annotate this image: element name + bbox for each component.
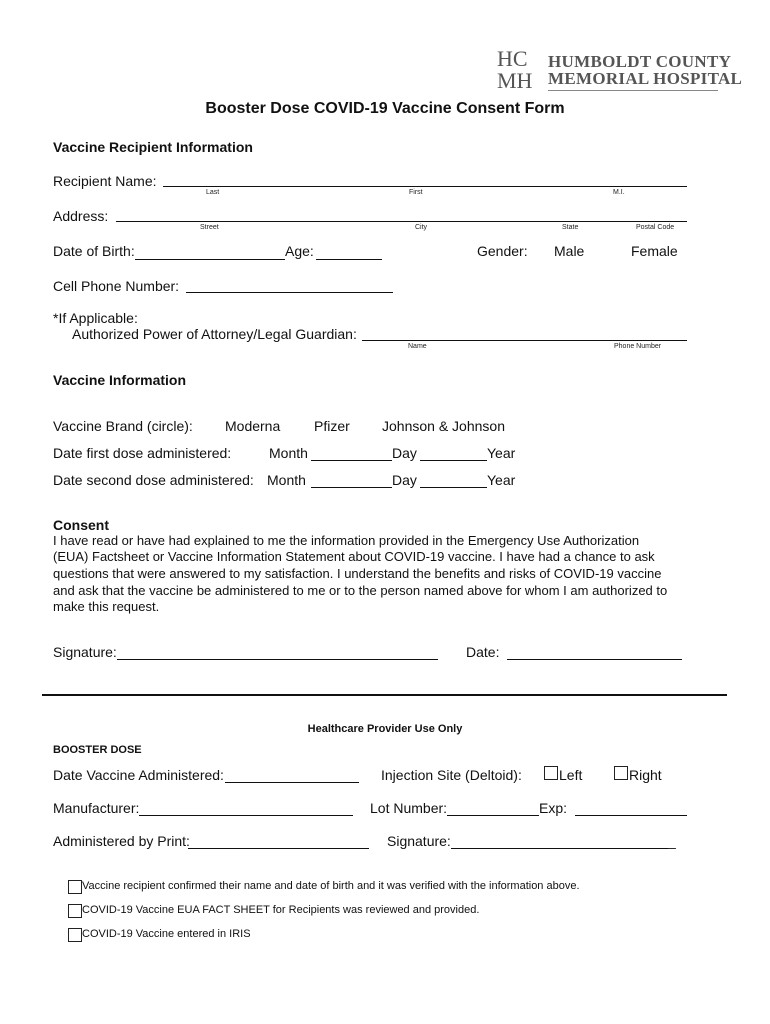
manufacturer-field[interactable] [139, 815, 353, 816]
check-iris-checkbox[interactable] [68, 928, 82, 942]
injection-site-label: Injection Site (Deltoid): [381, 767, 522, 783]
manufacturer-label: Manufacturer: [53, 800, 140, 816]
first-dose-month-field[interactable] [311, 460, 392, 461]
gender-male[interactable]: Male [554, 243, 585, 259]
second-dose-label: Date second dose administered: [53, 472, 254, 488]
logo-monogram-top: HC [497, 46, 528, 71]
brand-moderna[interactable]: Moderna [225, 418, 281, 434]
caption-last: Last [206, 189, 220, 196]
injection-right-checkbox[interactable] [614, 766, 628, 780]
injection-left-label: Left [559, 767, 583, 783]
caption-first: First [409, 189, 423, 196]
guardian-field[interactable] [362, 340, 687, 341]
check-iris-label: COVID-19 Vaccine entered in IRIS [82, 928, 251, 940]
administered-by-field[interactable] [188, 848, 369, 849]
second-dose-day-label: Day [392, 472, 417, 488]
consent-line: questions that were answered to my satisfaction. I understand the benefits and risks of COVID-19 vaccine [53, 566, 662, 581]
guardian-label: Authorized Power of Attorney/Legal Guardian: [72, 326, 357, 342]
check-identity-label: Vaccine recipient confirmed their name and date of birth and it was verified with the information above. [82, 880, 580, 892]
consent-line: I have read or have had explained to me the information provided in the Emergency Use Authorization [53, 533, 640, 548]
exp-field[interactable] [575, 815, 687, 816]
injection-right-label: Right [629, 767, 662, 783]
first-dose-year-label: Year [487, 445, 516, 461]
consent-date-field[interactable] [507, 659, 682, 660]
signature-trailing-underscore: _ [668, 833, 676, 849]
second-dose-month-label: Month [267, 472, 306, 488]
consent-signature-field[interactable] [117, 659, 438, 660]
recipient-name-field[interactable] [163, 186, 687, 187]
brand-pfizer[interactable]: Pfizer [314, 418, 350, 434]
consent-signature-label: Signature: [53, 644, 117, 660]
address-field[interactable] [116, 221, 687, 222]
caption-postal-code: Postal Code [636, 224, 675, 231]
recipient-name-label: Recipient Name: [53, 173, 157, 189]
logo-name-line1: HUMBOLDT COUNTY [548, 52, 732, 71]
administered-by-label: Administered by Print: [53, 833, 190, 849]
form-title: Booster Dose COVID-19 Vaccine Consent Form [205, 100, 565, 117]
check-identity-checkbox[interactable] [68, 880, 82, 894]
brand-label: Vaccine Brand (circle): [53, 418, 193, 434]
consent-line: make this request. [53, 599, 160, 614]
check-factsheet-checkbox[interactable] [68, 904, 82, 918]
provider-signature-label: Signature: [387, 833, 451, 849]
caption-mi: M.I. [613, 189, 625, 196]
cell-phone-field[interactable] [186, 292, 393, 293]
caption-city: City [415, 224, 428, 231]
second-dose-year-label: Year [487, 472, 516, 488]
address-label: Address: [53, 208, 109, 224]
first-dose-day-field[interactable] [420, 460, 487, 461]
gender-label: Gender: [477, 243, 528, 259]
brand-johnson[interactable]: Johnson & Johnson [382, 418, 505, 434]
lot-number-label: Lot Number: [370, 800, 448, 816]
caption-name: Name [408, 343, 427, 350]
if-applicable-label: *If Applicable: [53, 310, 138, 326]
recipient-heading: Vaccine Recipient Information [53, 139, 253, 155]
provider-signature-field[interactable] [451, 848, 668, 849]
booster-dose-label: BOOSTER DOSE [53, 744, 142, 756]
consent-heading: Consent [53, 517, 109, 533]
first-dose-month-label: Month [269, 445, 308, 461]
age-field[interactable] [316, 259, 382, 260]
logo-name-line2: MEMORIAL HOSPITAL [548, 69, 743, 88]
first-dose-label: Date first dose administered: [53, 445, 232, 461]
second-dose-day-field[interactable] [420, 487, 487, 488]
age-label: Age: [285, 243, 314, 259]
date-administered-label: Date Vaccine Administered: [53, 767, 224, 783]
vaccine-heading: Vaccine Information [53, 372, 187, 388]
lot-number-field[interactable] [447, 815, 539, 816]
first-dose-day-label: Day [392, 445, 417, 461]
logo-monogram-bottom: MH [497, 68, 533, 93]
second-dose-month-field[interactable] [311, 487, 392, 488]
injection-left-checkbox[interactable] [544, 766, 558, 780]
caption-state: State [562, 224, 579, 231]
gender-female[interactable]: Female [631, 243, 678, 259]
cell-phone-label: Cell Phone Number: [53, 278, 180, 294]
section-divider [42, 694, 727, 696]
consent-line: (EUA) Factsheet or Vaccine Information Statement about COVID-19 vaccine. I have had a chance to ask [53, 549, 655, 564]
date-administered-field[interactable] [225, 782, 359, 783]
consent-date-label: Date: [466, 644, 500, 660]
check-factsheet-label: COVID-19 Vaccine EUA FACT SHEET for Recipients was reviewed and provided. [82, 904, 480, 916]
consent-line: and ask that the vaccine be administered to me or to the person named above for whom I am authorized to [53, 583, 668, 598]
caption-street: Street [200, 224, 219, 231]
dob-label: Date of Birth: [53, 243, 135, 259]
dob-field[interactable] [135, 259, 285, 260]
exp-label: Exp: [539, 800, 568, 816]
logo-underline [548, 90, 718, 91]
caption-phone-number: Phone Number [614, 343, 662, 350]
provider-heading: Healthcare Provider Use Only [307, 723, 463, 735]
